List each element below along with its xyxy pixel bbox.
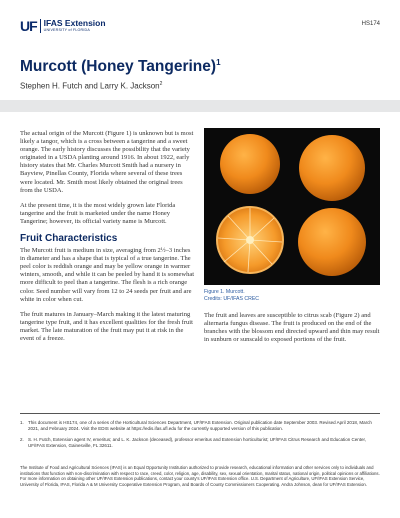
left-column [20,130,195,350]
right-column [204,128,380,344]
fruit-whole-top-right [299,135,365,201]
title-footnote-ref[interactable]: 1 [216,58,221,67]
logo-university: UNIVERSITY of FLORIDA [43,28,90,32]
footnote-number: 1. [20,420,24,425]
figure-caption-credits: Credits: UF/IFAS CREC [204,295,260,302]
paragraph-origin: The actual origin of the Murcott (Figure 1) is unknown but is most likely a tangor, which is a cross between a tangerine and a sweet orange. The early history discusses the possibility that the variety originated in a USDA planting around 1916. In about 1922, early history states that Mr. Charles Murcott Smith had a nursery in Bayview, Pinellas County, Florida where several of these trees were located. Mr. Smith most likely obtained the original trees from the USDA. [20,130,194,194]
footnote-divider [20,413,380,414]
document-code: HS174 [361,21,380,27]
footnote-2 [20,437,380,448]
uf-logo-mark: UF [20,18,37,34]
fruit-whole-bottom-right [298,208,366,276]
uf-ifas-logo [20,19,106,35]
ifas-equal-opportunity-notice: The Institute of Food and Agricultural Sciences (IFAS) is an Equal Opportunity Institution authorized to provide research, educational information and other services only to individuals and institutions that function with non-discrimination with respect to race, creed, color, religion, age, disability, sex, sexual orientation, marital status, national origin, political opinions or affiliations. For more information on obtaining other UF/IFAS Extension publications, contact your county's UF/IFAS Extension office. U.S. Department of Agriculture, UF/IFAS Extension Service, University of Florida, IFAS, Florida A & M University Cooperative Extension Program, and Boards of County Commissioners Cooperating. Andra Johnson, dean for UF/IFAS Extension. [20,465,380,487]
footnotes [20,420,380,455]
paragraph-fruit: The Murcott fruit is medium in size, averaging from 2½–3 inches in diameter and has a shape that is typical of a true tangerine. The peel color is reddish orange and may be yellow orange in warmer winters, smooth, and while it can be peeled by hand it is somewhat more difficult to peel than a tangerine. The flesh is a rich orange color. Seed number will vary from 12 to 24 seeds per fruit and are white in color when cut. [20,247,195,303]
logo-divider [40,19,41,33]
paragraph-disease: The fruit and leaves are susceptible to citrus scab (Figure 2) and alternaria fungus disease. The fruit is produced on the end of the branches with the blossom end directed upward and thin may result in sunburn or sunscald to exposed portions of the fruit. [204,312,380,344]
figure-caption [204,289,380,302]
footnote-text: This document is HS174, one of a series of the Horticultural Sciences Department, UF/IFAS Extension. Original publication date September 2003. Revised April 2018, March 2021, and February 2024. Visit the EDIS website at https://edis.ifas.ufl.edu for the currently supported version of this publication. [28,420,372,431]
murcott-fruit-image [204,128,380,285]
footnote-number: 2. [20,437,24,443]
logo-ifas-extension: IFAS Extension [43,18,106,28]
page-title [20,58,221,76]
footnote-text: S. H. Futch, Extension agent IV, emeritus; and L. K. Jackson (deceased), professor emeritus and Extension horticulturist; UF/IFAS Citrus Research and Education Center, UF/IFAS Extension, Gainesville, FL 32611. [28,437,366,449]
paragraph-present: At the present time, it is the most widely grown late Florida tangerine and the fruit is marketed under the name Honey Tangerine; however, its official variety name is Murcott. [20,201,176,225]
footnote-1 [20,420,380,431]
header-band [0,100,400,112]
logo-text [44,19,106,33]
title-text: Murcott (Honey Tangerine) [20,58,217,76]
authors-footnote-ref[interactable]: 2 [159,81,163,87]
page-header [20,19,380,35]
fruit-whole-top-left [220,134,280,194]
figure-murcott-photo [204,128,380,285]
authors-text: Stephen H. Futch and Larry K. Jackson [20,81,160,91]
section-heading-fruit: Fruit Characteristics [20,233,118,245]
authors [20,81,162,91]
figure-caption-title: Figure 1. Murcott. [204,289,245,295]
paragraph-maturity: The fruit matures in January–March making it the latest maturing tangerine type fruit, and it has excellent qualities for the fresh fruit market. The late maturation of the fruit may put it at risk in the event of a freeze. [20,310,193,342]
